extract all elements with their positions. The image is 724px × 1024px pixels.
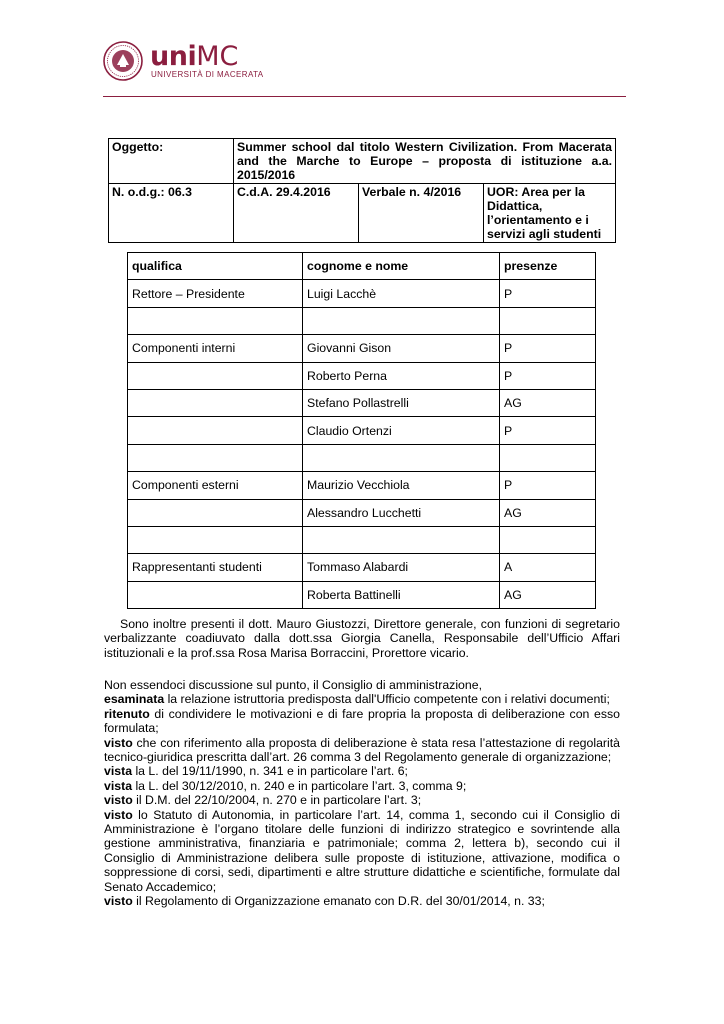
deliberation-text — [104, 678, 620, 909]
qualifica-cell — [128, 526, 303, 553]
clause-text: la L. del 19/11/1990, n. 341 e in particolare l’art. 6; — [132, 764, 408, 779]
column-header: qualifica — [128, 253, 303, 280]
qualifica-cell: Rettore – Presidente — [128, 280, 303, 307]
name-cell: Roberto Perna — [303, 362, 500, 389]
presence-cell: AG — [500, 581, 596, 608]
presence-cell — [500, 307, 596, 334]
presence-cell — [500, 444, 596, 471]
qualifica-cell — [128, 307, 303, 334]
column-header: presenze — [500, 253, 596, 280]
clause-keyword: esaminata — [104, 692, 165, 707]
clause-line — [104, 707, 620, 736]
presence-cell: P — [500, 417, 596, 444]
table-row — [128, 389, 596, 416]
clause-text: la L. del 30/12/2010, n. 240 e in particolare l’art. 3, comma 9; — [132, 778, 467, 793]
qualifica-cell: Rappresentanti studenti — [128, 554, 303, 581]
clause-line — [104, 692, 620, 706]
name-cell — [303, 307, 500, 334]
clause-text: di condividere le motivazioni e di fare propria la proposta di deliberazione con esso formulata; — [104, 706, 620, 736]
table-row — [128, 499, 596, 526]
presence-cell — [500, 526, 596, 553]
clause-keyword: ritenuto — [104, 706, 150, 721]
clause-line — [104, 779, 620, 793]
table-row — [128, 307, 596, 334]
clause-line — [104, 736, 620, 765]
clause-keyword: visto — [104, 735, 133, 750]
university-seal-icon — [103, 41, 143, 81]
clause-line — [104, 894, 620, 908]
table-row — [128, 554, 596, 581]
table-row — [128, 526, 596, 553]
brand-subtitle: UNIVERSITÀ DI MACERATA — [151, 70, 264, 79]
qualifica-cell — [128, 417, 303, 444]
attendance-header-row — [128, 253, 596, 280]
name-cell: Tommaso Alabardi — [303, 554, 500, 581]
clause-keyword: vista — [104, 778, 133, 793]
uor-office: UOR: Area per la Didattica, l’orientamento e i servizi agli studenti — [484, 184, 616, 243]
presence-cell: AG — [500, 389, 596, 416]
name-cell: Stefano Pollastrelli — [303, 389, 500, 416]
qualifica-cell — [128, 499, 303, 526]
qualifica-cell — [128, 362, 303, 389]
clause-keyword: visto — [104, 807, 133, 822]
intro-line: Non essendoci discussione sul punto, il Consiglio di amministrazione, — [104, 678, 482, 692]
clause-text: che con riferimento alla proposta di deliberazione è stata resa l’attestazione di regolarità tecnico-giuridica prescritta dall’art. 26 comma 3 del Regolamento generale di organizzazione; — [104, 735, 620, 765]
brand-light: MC — [196, 41, 239, 72]
clause-keyword: visto — [104, 894, 133, 909]
qualifica-cell: Componenti esterni — [128, 472, 303, 499]
clause-text: il Regolamento di Organizzazione emanato con D.R. del 30/01/2014, n. 33; — [132, 894, 545, 909]
name-cell: Roberta Battinelli — [303, 581, 500, 608]
attendees-paragraph: Sono inoltre presenti il dott. Mauro Giustozzi, Direttore generale, con funzioni di segretario verbalizzante coadiuvato dalla dott.ssa Giorgia Canella, Responsabile dell’Ufficio Affari istituzionali e la prof.ssa Rosa Marisa Borraccini, Prorettore vicario. — [104, 617, 620, 660]
clause-line — [104, 764, 620, 778]
presence-cell: P — [500, 362, 596, 389]
oggetto-value: Summer school dal titolo Western Civilization. From Macerata and the Marche to Europe – proposta di istituzione a.a. 2015/2016 — [234, 139, 616, 184]
clause-keyword: vista — [104, 764, 133, 779]
name-cell: Luigi Lacchè — [303, 280, 500, 307]
table-row — [128, 444, 596, 471]
presence-cell: P — [500, 280, 596, 307]
table-row — [128, 362, 596, 389]
column-header: cognome e nome — [303, 253, 500, 280]
table-row — [128, 472, 596, 499]
qualifica-cell: Componenti interni — [128, 335, 303, 362]
brand-bold: uni — [150, 41, 197, 72]
clause-text: lo Statuto di Autonomia, in particolare l’art. 14, comma 1, secondo cui il Consiglio di Amministrazione è l’organo titolare delle funzioni di indirizzo strategico e sovrintende alla gestione amministrativa, finanziaria e patrimoniale; comma 2, lettera b), secondo cui il Consiglio di Amministrazione delibera sulle proposte di istituzione, attivazione, modifica o soppressione di corsi, sedi, dipartimenti e altre strutture didattiche e scientifiche, formulate dal Senato Accademico; — [104, 807, 620, 894]
odg-number: N. o.d.g.: 06.3 — [109, 184, 234, 243]
qualifica-cell — [128, 444, 303, 471]
table-row — [128, 335, 596, 362]
presence-cell: P — [500, 335, 596, 362]
verbale-number: Verbale n. 4/2016 — [359, 184, 484, 243]
clause-line — [104, 808, 620, 894]
name-cell: Claudio Ortenzi — [303, 417, 500, 444]
table-row — [128, 280, 596, 307]
header-divider — [103, 96, 626, 97]
table-row — [128, 581, 596, 608]
qualifica-cell — [128, 581, 303, 608]
clause-text: il D.M. del 22/10/2004, n. 270 e in particolare l’art. 3; — [132, 793, 422, 808]
qualifica-cell — [128, 389, 303, 416]
clause-text: la relazione istruttoria predisposta dall'Ufficio competente con i relativi documenti; — [164, 692, 610, 707]
clause-keyword: visto — [104, 793, 133, 808]
name-cell — [303, 526, 500, 553]
presence-cell: A — [500, 554, 596, 581]
name-cell: Maurizio Vecchiola — [303, 472, 500, 499]
presence-cell: AG — [500, 499, 596, 526]
name-cell: Alessandro Lucchetti — [303, 499, 500, 526]
university-logo — [103, 41, 283, 83]
clause-line — [104, 793, 620, 807]
name-cell — [303, 444, 500, 471]
cda-date: C.d.A. 29.4.2016 — [234, 184, 359, 243]
attendance-table — [127, 252, 596, 609]
name-cell: Giovanni Gison — [303, 335, 500, 362]
item-info-table — [108, 138, 616, 243]
oggetto-label: Oggetto: — [109, 139, 234, 184]
brand-wordmark — [150, 43, 238, 70]
presence-cell: P — [500, 472, 596, 499]
table-row — [128, 417, 596, 444]
